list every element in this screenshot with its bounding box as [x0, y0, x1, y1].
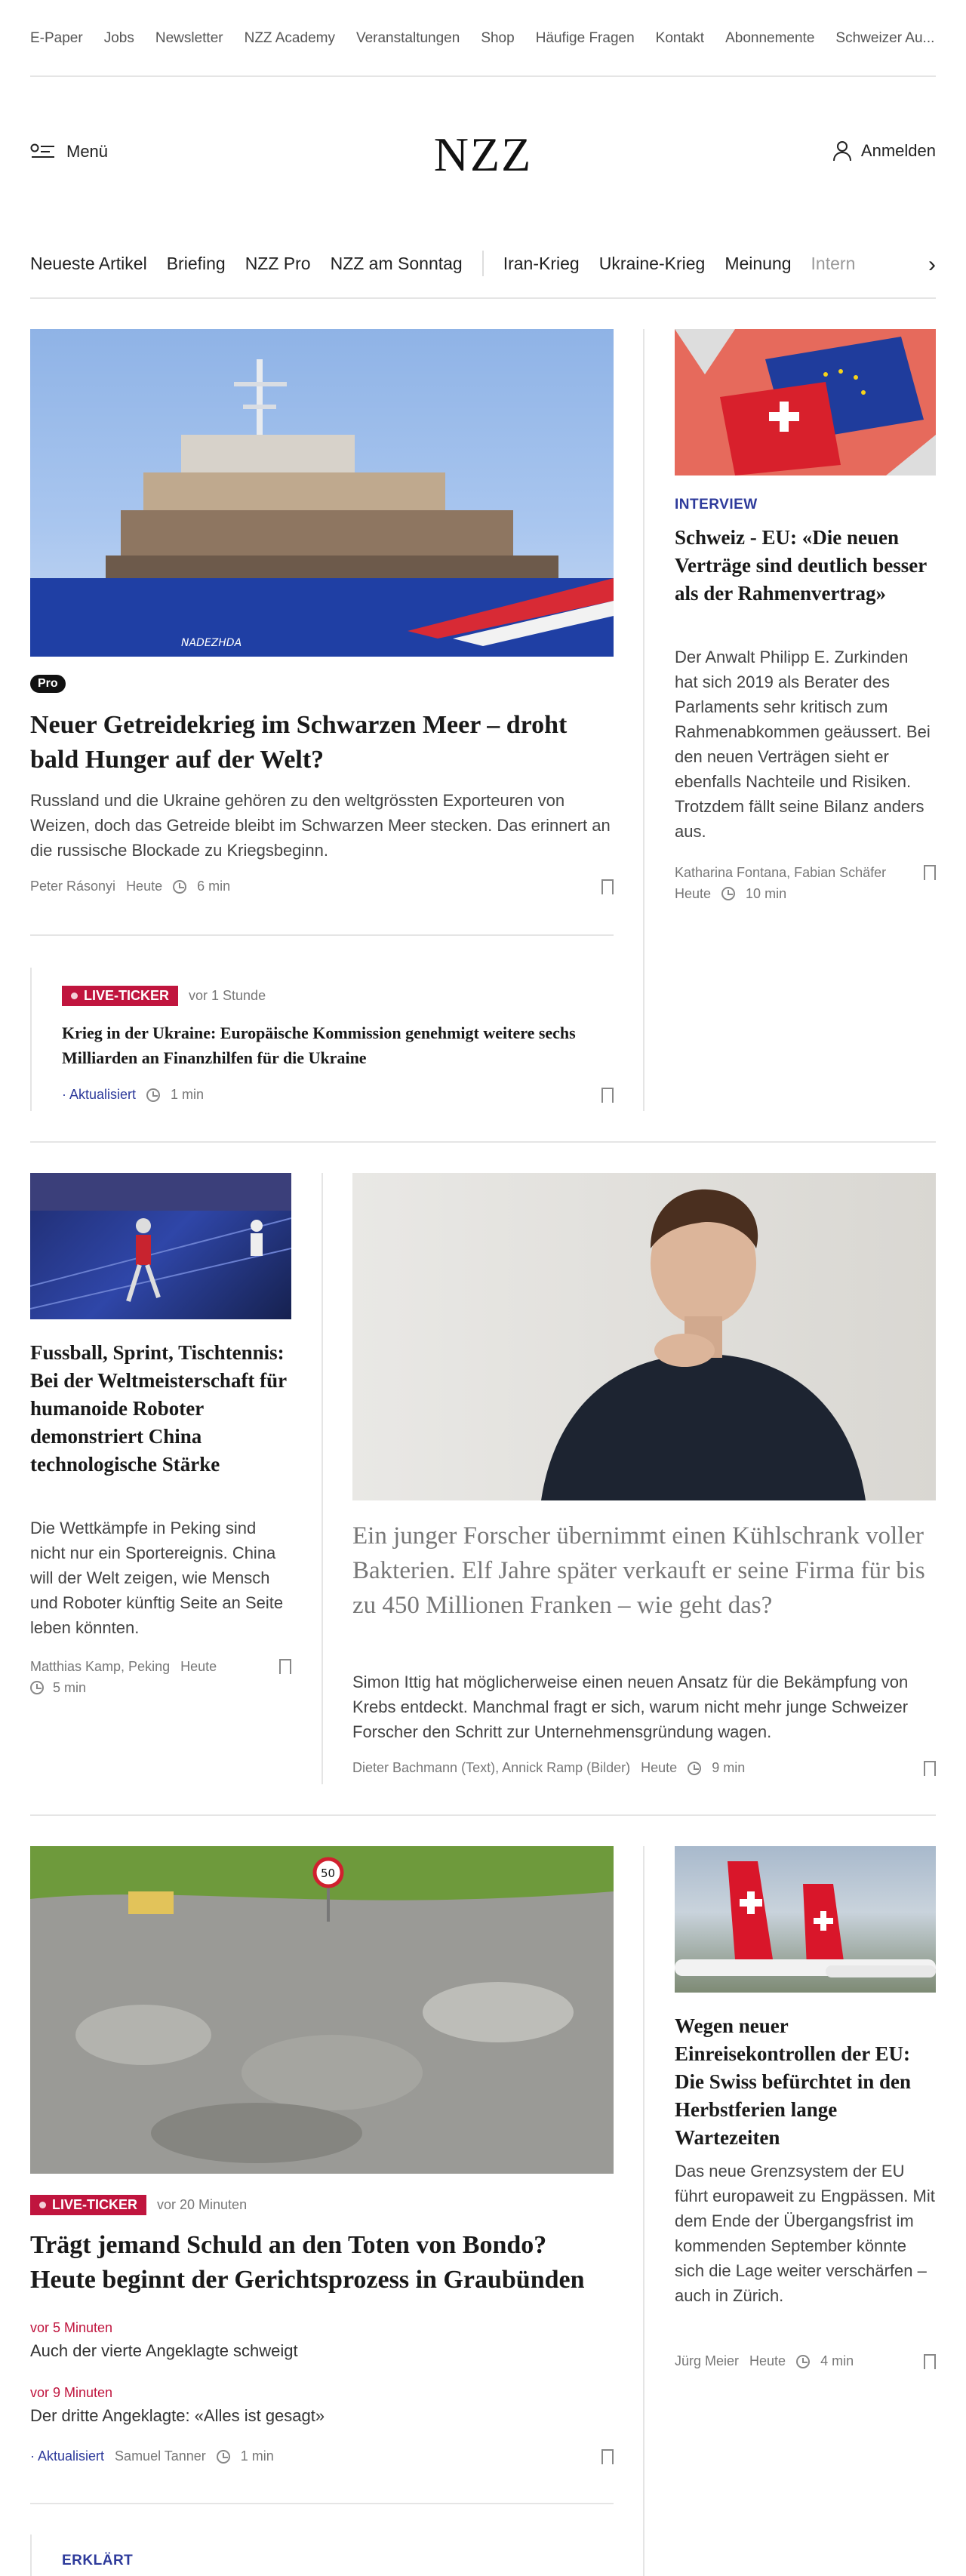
divider — [30, 2503, 614, 2504]
bookmark-icon[interactable] — [924, 2354, 936, 2369]
live-ticker-badge — [62, 986, 178, 1006]
divider — [30, 75, 936, 77]
planes-illustration — [675, 1846, 936, 1993]
article-image-ship[interactable] — [30, 329, 614, 657]
article-lead: Russland und die Ukraine gehören zu den weltgrössten Exporteuren von Weizen, doch das Getreide bleibt im Schwarzen Meer stecken. Das erinnert an die russische Blockade zu Kriegsbeginn. — [30, 791, 611, 860]
ticker-title[interactable]: Krieg in der Ukraine: Europäische Kommission genehmigt weitere sechs Milliarden an Finanzhilfen für die Ukraine — [62, 1023, 576, 1067]
author[interactable]: Dieter Bachmann (Text), Annick Ramp (Bilder) — [352, 1760, 631, 1775]
article-kicker: ERKLÄRT — [62, 2553, 134, 2568]
topnav-item[interactable]: Schweizer Au... — [835, 30, 935, 46]
author[interactable]: Jürg Meier — [675, 2353, 740, 2368]
topnav-item[interactable]: Veranstaltungen — [355, 30, 460, 46]
column-divider — [321, 1173, 323, 1784]
divider — [30, 1141, 936, 1143]
read-time: 9 min — [712, 1760, 746, 1775]
article-meta — [352, 1760, 936, 1776]
section-item[interactable]: Intern — [811, 253, 856, 273]
topnav-item[interactable]: Abonnemente — [725, 30, 815, 46]
topnav-item[interactable]: Shop — [481, 30, 515, 46]
section-item[interactable]: Meinung — [724, 253, 792, 273]
tick-time: vor 5 Minuten — [30, 2320, 113, 2335]
clock-icon — [146, 1088, 160, 1102]
portrait-illustration — [352, 1173, 936, 1500]
article-title[interactable]: Trägt jemand Schuld an den Toten von Bondo? Heute beginnt der Gerichtsprozess in Graubünden — [30, 2231, 585, 2294]
ticker-time: vor 1 Stunde — [189, 988, 266, 1003]
section-item[interactable]: NZZ am Sonntag — [330, 253, 463, 273]
login-label: Anmelden — [860, 141, 936, 160]
menu-label: Menü — [66, 142, 109, 161]
user-icon — [832, 140, 852, 162]
login-button[interactable] — [832, 140, 936, 162]
column-divider — [643, 329, 645, 1111]
article-image-eu-swiss[interactable] — [675, 329, 936, 475]
article-meta — [675, 862, 936, 904]
section-item[interactable]: NZZ Pro — [245, 253, 311, 273]
article-meta — [30, 879, 614, 894]
tick-text[interactable]: Der dritte Angeklagte: «Alles ist gesagt» — [30, 2406, 325, 2425]
tick-time: vor 9 Minuten — [30, 2385, 113, 2400]
article-lead: Die Wettkämpfe in Peking sind nicht nur ein Sportereignis. China will der Welt zeigen, wie Mensch und Roboter künftig Seite an Seite leben könnten. — [30, 1519, 284, 1637]
divider — [30, 1814, 936, 1816]
article-title[interactable]: Schweiz - EU: «Die neuen Verträge sind deutlich besser als der Rahmenvertrag» — [675, 526, 927, 605]
clock-icon — [796, 2355, 810, 2368]
ticker-bar — [30, 968, 32, 1111]
section-nav — [30, 251, 906, 276]
topnav-item[interactable]: Häufige Fragen — [535, 30, 635, 46]
date: Heute — [749, 2353, 786, 2368]
nzz-logo[interactable]: NZZ — [433, 128, 533, 181]
ship-illustration — [30, 329, 614, 657]
divider — [30, 934, 614, 936]
article-title[interactable]: Neuer Getreidekrieg im Schwarzen Meer – droht bald Hunger auf der Welt? — [30, 711, 568, 774]
divider — [30, 297, 936, 299]
clock-icon — [688, 1762, 701, 1775]
clock-icon — [721, 887, 735, 900]
live-row — [30, 2195, 247, 2215]
read-time: 1 min — [240, 2448, 274, 2464]
article-lead: Das neue Grenzsystem der EU führt europaweit zu Engpässen. Mit dem Ende der Übergangsfrist im kommenden September könnte sich die Lage weiter verschärfen – auch in Zürich. — [675, 2162, 935, 2305]
bookmark-icon[interactable] — [601, 2449, 614, 2464]
article-title[interactable]: Fussball, Sprint, Tischtennis: Bei der Weltmeisterschaft für humanoide Roboter demonstriert China technologische Stärke — [30, 1341, 287, 1476]
live-ticker-badge — [30, 2195, 146, 2215]
top-nav — [30, 30, 966, 53]
live-label: LIVE-TICKER — [84, 988, 170, 1003]
read-time: 10 min — [746, 886, 787, 901]
topnav-item[interactable]: Newsletter — [155, 30, 223, 46]
ticker-meta — [30, 2448, 614, 2464]
nav-separator — [482, 251, 484, 276]
read-time: 1 min — [171, 1087, 205, 1102]
date: Heute — [675, 886, 712, 901]
clock-icon — [30, 1681, 44, 1694]
robots-illustration — [30, 1173, 291, 1319]
author[interactable]: Matthias Kamp, Peking — [30, 1659, 171, 1674]
article-image-bondo[interactable] — [30, 1846, 614, 2174]
updated-label: · Aktualisiert — [30, 2448, 105, 2464]
section-item[interactable]: Neueste Artikel — [30, 253, 147, 273]
topnav-item[interactable]: Jobs — [103, 30, 134, 46]
bookmark-icon[interactable] — [601, 1088, 614, 1103]
landslide-illustration — [30, 1846, 614, 2174]
updated-label: · Aktualisiert — [62, 1087, 137, 1102]
date: Heute — [641, 1760, 678, 1775]
bookmark-icon[interactable] — [924, 1761, 936, 1776]
article-image-researcher[interactable] — [352, 1173, 936, 1500]
section-item[interactable]: Ukraine-Krieg — [598, 253, 706, 273]
article-image-robots[interactable] — [30, 1173, 291, 1319]
article-image-swiss-planes[interactable] — [675, 1846, 936, 1993]
article-meta — [30, 1656, 291, 1698]
clock-icon — [217, 2450, 230, 2464]
live-dot-icon — [39, 2202, 46, 2208]
article-kicker: INTERVIEW — [675, 497, 758, 512]
date: Heute — [126, 879, 163, 894]
live-dot-icon — [71, 993, 78, 999]
topnav-item[interactable]: Kontakt — [655, 30, 705, 46]
article-title[interactable]: Ein junger Forscher übernimmt einen Kühlschrank voller Bakterien. Elf Jahre später verkauft er seine Firma für bis zu 450 Millionen Franken – wie geht das? — [352, 1522, 925, 1619]
read-time: 6 min — [197, 879, 231, 894]
tick-text[interactable]: Auch der vierte Angeklagte schweigt — [30, 2341, 298, 2360]
topnav-item[interactable]: E-Paper — [30, 30, 83, 46]
article-lead: Simon Ittig hat möglicherweise einen neuen Ansatz für die Bekämpfung von Krebs entdeckt. Manchmal fragt er sich, warum nicht mehr junge Schweizer Forscher den Schritt zur Unternehmensgründung wagen. — [352, 1673, 909, 1741]
chevron-right-icon[interactable]: › — [928, 252, 936, 277]
ship-name: NADEZHDA — [181, 637, 242, 649]
pro-badge: Pro — [30, 675, 66, 693]
author[interactable]: Peter Rásonyi — [30, 879, 116, 894]
topnav-item[interactable]: NZZ Academy — [244, 30, 335, 46]
section-item[interactable]: Iran-Krieg — [503, 253, 580, 273]
bookmark-icon[interactable] — [601, 879, 614, 894]
bookmark-icon[interactable] — [924, 865, 936, 880]
ticker-bar — [30, 2534, 32, 2576]
article-meta — [675, 2353, 936, 2369]
date: Heute — [180, 1659, 217, 1674]
ticker-meta — [62, 1087, 614, 1103]
ticker-time: vor 20 Minuten — [157, 2197, 248, 2212]
read-time: 4 min — [820, 2353, 854, 2368]
live-row — [62, 986, 266, 1006]
flags-illustration — [675, 329, 936, 475]
article-title[interactable]: Wegen neuer Einreisekontrollen der EU: Die Swiss befürchtet in den Herbstferien lange Wartezeiten — [675, 2014, 912, 2149]
read-time: 5 min — [53, 1680, 87, 1695]
author[interactable]: Katharina Fontana, Fabian Schäfer — [675, 865, 887, 880]
author[interactable]: Samuel Tanner — [115, 2448, 206, 2464]
clock-icon — [173, 880, 186, 894]
section-item[interactable]: Briefing — [166, 253, 226, 273]
bookmark-icon[interactable] — [279, 1659, 291, 1674]
column-divider — [643, 1846, 645, 2576]
article-lead: Der Anwalt Philipp E. Zurkinden hat sich 2019 als Berater des Parlaments sehr kritisch zum Rahmenabkommen geäussert. Bei den neuen Verträgen sieht er ebenfalls Nachteile und Risiken. Trotzdem fällt seine Bilanz anders aus. — [675, 648, 931, 841]
live-label: LIVE-TICKER — [52, 2197, 138, 2212]
speed-sign-text: 50 — [321, 1867, 336, 1880]
